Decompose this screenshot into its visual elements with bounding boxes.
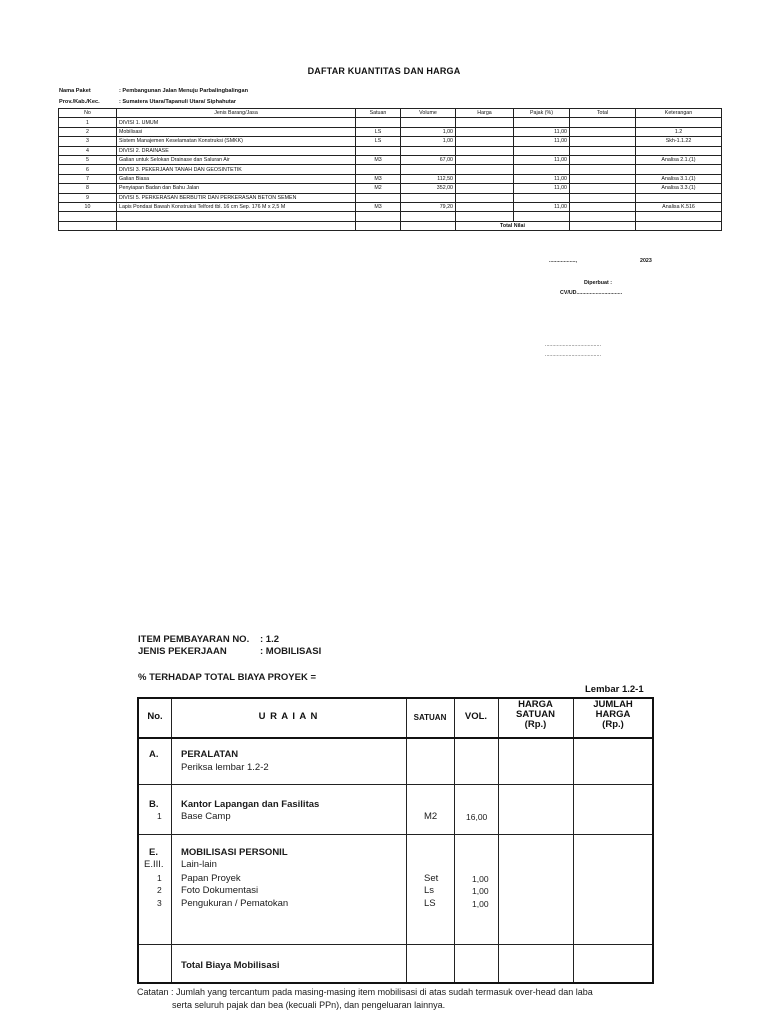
col-header: Volume (401, 109, 456, 118)
paket-info (59, 88, 248, 94)
table-cell-pajak (514, 165, 570, 174)
section-e-no: E. (149, 847, 158, 858)
list-item-satuan: Set (424, 873, 439, 884)
list-item-vol: 1,00 (472, 886, 489, 896)
col-header: Keterangan (636, 109, 722, 118)
section-a-no: A. (149, 749, 159, 760)
table-cell-satuan (356, 118, 401, 127)
table-cell-satuan: M3 (356, 202, 401, 211)
table-cell-ket: 1.2 (636, 127, 722, 136)
lembar-label: Lembar 1.2-1 (585, 684, 644, 695)
table-cell-volume: 1,00 (401, 137, 456, 146)
boq-table (58, 108, 722, 231)
header-satuan: SATUAN (413, 713, 447, 722)
table-cell-no: 1 (59, 118, 117, 127)
table-cell-pajak (514, 146, 570, 155)
signature-line: ...................................... (545, 342, 601, 348)
section-b-satuan: M2 (424, 811, 438, 822)
table-cell-satuan: M3 (356, 155, 401, 164)
table-cell-ket: Skh-1.1.22 (636, 137, 722, 146)
table-cell-no: 9 (59, 193, 117, 202)
mobilisasi-table (137, 697, 654, 984)
table-cell-no: 5 (59, 155, 117, 164)
section-b-title: Kantor Lapangan dan Fasilitas (181, 799, 320, 810)
table-cell-satuan: LS (356, 137, 401, 146)
diperbuat-label: Diperbuat : (584, 280, 612, 286)
table-cell-volume (401, 165, 456, 174)
table-cell-satuan (356, 146, 401, 155)
jenis-value: : MOBILISASI (260, 646, 322, 657)
table-cell-harga (456, 118, 514, 127)
lokasi-value: : Sumatera Utara/Tapanuli Utara/ Siphahutar (119, 99, 237, 105)
table-cell-jenis: DIVISI 1. UMUM (117, 118, 356, 127)
section-e-sub-no: E.III. (144, 859, 164, 870)
table-cell-harga (456, 184, 514, 193)
item-pembayaran (138, 634, 279, 645)
section-e-sub: Lain-lain (181, 859, 217, 870)
list-item-no: 2 (157, 885, 162, 895)
table-cell-jenis (117, 212, 356, 221)
table-cell-jenis: DIVISI 5. PERKERASAN BERBUTIR DAN PERKERASAN BETON SEMEN (117, 193, 356, 202)
table-cell-total (570, 155, 636, 164)
table-cell-no: 8 (59, 184, 117, 193)
table-cell-jenis: DIVISI 2. DRAINASE (117, 146, 356, 155)
table-cell-total (570, 193, 636, 202)
header-harga-satuan: HARGA SATUAN (Rp.) (516, 699, 555, 730)
table-cell-harga (456, 212, 514, 221)
date-dots: .................., (549, 258, 577, 264)
boq-body (59, 118, 722, 221)
table-cell-satuan (356, 212, 401, 221)
col-header: Pajak (%) (514, 109, 570, 118)
section-e-title: MOBILISASI PERSONIL (181, 847, 288, 858)
table-cell-volume: 67,00 (401, 155, 456, 164)
table-cell-satuan: M2 (356, 184, 401, 193)
table-cell-ket: Analisa 3.1.(1) (636, 174, 722, 183)
col-header: Satuan (356, 109, 401, 118)
total-nilai-value (570, 221, 636, 230)
table-cell-satuan: M3 (356, 174, 401, 183)
table-cell-pajak: 11,00 (514, 174, 570, 183)
list-item-satuan: LS (424, 898, 436, 909)
table-cell-harga (456, 174, 514, 183)
table-cell-ket (636, 118, 722, 127)
jenis-pekerjaan (138, 646, 321, 657)
table-cell-volume: 352,00 (401, 184, 456, 193)
list-item-uraian: Pengukuran / Pematokan (181, 898, 289, 909)
item-value: : 1.2 (260, 634, 280, 645)
table-cell-no: 3 (59, 137, 117, 146)
table-cell-no: 10 (59, 202, 117, 211)
table-cell-pajak: 11,00 (514, 155, 570, 164)
table-cell-jenis: Mobilisasi (117, 127, 356, 136)
table-cell-total (570, 202, 636, 211)
table-cell-volume: 1,00 (401, 127, 456, 136)
list-item-vol: 1,00 (472, 874, 489, 884)
table-cell-jenis: Galian Biasa (117, 174, 356, 183)
section-a-title: PERALATAN (181, 749, 239, 760)
table-cell-pajak: 11,00 (514, 202, 570, 211)
section-a-sub: Periksa lembar 1.2-2 (181, 762, 269, 773)
list-item-satuan: Ls (424, 885, 435, 896)
table-row (59, 127, 722, 136)
table-row (59, 212, 722, 221)
table-row (59, 184, 722, 193)
total-biaya-label: Total Biaya Mobilisasi (181, 960, 280, 971)
table-cell-no: 6 (59, 165, 117, 174)
table-cell-pajak (514, 212, 570, 221)
table-cell-pajak: 11,00 (514, 137, 570, 146)
lokasi-label: Prov./Kab./Kec. (59, 99, 100, 105)
table-cell-pajak: 11,00 (514, 184, 570, 193)
table-cell-satuan (356, 165, 401, 174)
table-cell-harga (456, 202, 514, 211)
col-header: No (59, 109, 117, 118)
list-item-uraian: Foto Dokumentasi (181, 885, 259, 896)
table-row (59, 118, 722, 127)
table-cell-ket: Analisa 3.3.(1) (636, 184, 722, 193)
col-header: Harga (456, 109, 514, 118)
table-cell-ket (636, 212, 722, 221)
paket-value: : Pembangunan Jalan Menuju Parbalingbalingan (119, 88, 248, 94)
section-b-item: Base Camp (181, 811, 231, 822)
table-cell-ket (636, 146, 722, 155)
table-cell-jenis: Penyiapan Badan dan Bahu Jalan (117, 184, 356, 193)
table-cell-harga (456, 127, 514, 136)
section-b-no: B. (149, 799, 159, 810)
table-cell-pajak (514, 118, 570, 127)
table-cell-total (570, 118, 636, 127)
total-nilai-label: Total Nilai (456, 221, 570, 230)
catatan-note: Catatan : Jumlah yang tercantum pada masing-masing item mobilisasi di atas sudah termasuk over-head dan laba serta seluruh pajak dan bea (kecuali PPn), dan pengeluaran lainnya. (137, 987, 593, 1010)
table-cell-satuan (356, 193, 401, 202)
table-row (59, 174, 722, 183)
table-cell-total (570, 184, 636, 193)
table-cell-ket: Analisa K.516 (636, 202, 722, 211)
table-row (59, 146, 722, 155)
table-cell-no (59, 212, 117, 221)
list-item-no: 1 (157, 873, 162, 883)
boq-title: DAFTAR KUANTITAS DAN HARGA (307, 66, 461, 76)
table-cell-volume: 112,50 (401, 174, 456, 183)
signature-line: ...................................... (545, 352, 601, 358)
table-row (59, 202, 722, 211)
table-cell-harga (456, 137, 514, 146)
table-cell-no: 4 (59, 146, 117, 155)
table-cell-volume (401, 193, 456, 202)
table-cell-jenis: Galian untuk Selokan Drainase dan Saluran Air (117, 155, 356, 164)
table-cell-harga (456, 155, 514, 164)
table-cell-total (570, 174, 636, 183)
col-header: Jenis Barang/Jasa (117, 109, 356, 118)
jenis-label: JENIS PEKERJAAN (138, 646, 227, 657)
table-cell-volume (401, 212, 456, 221)
table-cell-ket (636, 165, 722, 174)
item-label: ITEM PEMBAYARAN NO. (138, 634, 250, 645)
section-b-vol: 16,00 (466, 812, 488, 822)
table-cell-harga (456, 193, 514, 202)
table-cell-satuan: LS (356, 127, 401, 136)
table-cell-ket (636, 193, 722, 202)
table-cell-jenis: Sistem Manajemen Keselamatan Konstruksi (SMKK) (117, 137, 356, 146)
table-cell-harga (456, 146, 514, 155)
persen-biaya: % TERHADAP TOTAL BIAYA PROYEK = (138, 672, 316, 683)
lokasi-info (59, 99, 236, 105)
table-cell-no: 7 (59, 174, 117, 183)
table-cell-volume: 79,20 (401, 202, 456, 211)
table-cell-total (570, 212, 636, 221)
list-item-no: 3 (157, 898, 162, 908)
header-uraian: U R A I A N (258, 711, 319, 722)
list-item-vol: 1,00 (472, 899, 489, 909)
table-cell-pajak: 11,00 (514, 127, 570, 136)
table-cell-total (570, 165, 636, 174)
table-cell-harga (456, 165, 514, 174)
table-row (59, 165, 722, 174)
cvud-label: CV/UD............................... (560, 290, 623, 296)
section-b-item-no: 1 (157, 811, 162, 821)
header-no: No. (147, 711, 163, 722)
table-cell-total (570, 127, 636, 136)
header-jumlah-harga: JUMLAH HARGA (Rp.) (593, 699, 633, 730)
header-vol: VOL. (464, 711, 488, 722)
table-cell-pajak (514, 193, 570, 202)
table-cell-volume (401, 146, 456, 155)
boq-header-row (59, 109, 722, 118)
table-cell-jenis: Lapis Pondasi Bawah Konstruksi Telford tbl. 16 cm Sep. 176 M x 2,5 M (117, 202, 356, 211)
table-row (59, 137, 722, 146)
paket-label: Nama Paket (59, 88, 91, 94)
table-cell-no: 2 (59, 127, 117, 136)
table-cell-total (570, 146, 636, 155)
table-cell-ket: Analisa 2.1.(1) (636, 155, 722, 164)
table-row (59, 155, 722, 164)
year: 2023 (640, 258, 652, 264)
list-item-uraian: Papan Proyek (181, 873, 241, 884)
table-cell-volume (401, 118, 456, 127)
col-header: Total (570, 109, 636, 118)
table-cell-total (570, 137, 636, 146)
table-cell-jenis: DIVISI 3. PEKERJAAN TANAH DAN GEOSINTETIK (117, 165, 356, 174)
boq-total-row (59, 221, 722, 230)
table-row (59, 193, 722, 202)
